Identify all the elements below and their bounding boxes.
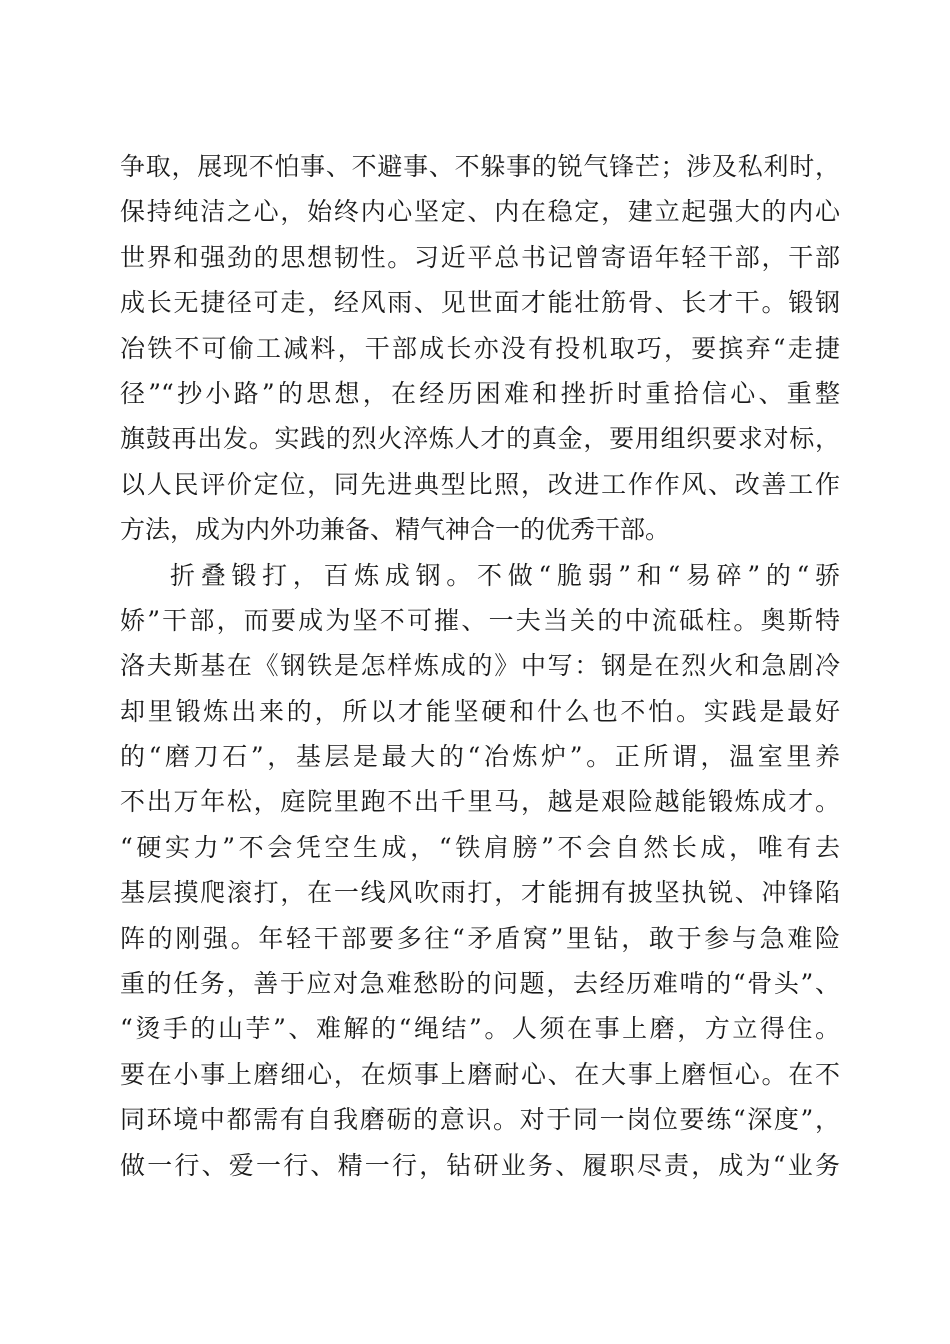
paragraph-line: 阵的刚强。年轻干部要多往“矛盾窝”里钻，敢于参与急难险 bbox=[120, 923, 840, 953]
paragraph-2 bbox=[120, 553, 840, 1188]
paragraph-1 bbox=[120, 144, 840, 553]
paragraph-line: 重的任务，善于应对急难愁盼的问题，去经历难啃的“骨头”、 bbox=[120, 969, 840, 999]
paragraph-line: 折叠锻打，百炼成钢。不做“脆弱”和“易碎”的“骄 bbox=[170, 560, 840, 590]
paragraph-line: 世界和强劲的思想韧性。习近平总书记曾寄语年轻干部，干部 bbox=[120, 242, 840, 272]
paragraph-line: 径”“抄小路”的思想，在经历困难和挫折时重拾信心、重整 bbox=[120, 378, 840, 408]
paragraph-line: 方法，成为内外功兼备、精气神合一的优秀干部。 bbox=[120, 515, 671, 545]
paragraph-line: 却里锻炼出来的，所以才能坚硬和什么也不怕。实践是最好 bbox=[120, 696, 840, 726]
paragraph-line: 基层摸爬滚打，在一线风吹雨打，才能拥有披坚执锐、冲锋陷 bbox=[120, 878, 840, 908]
paragraph-line: 做一行、爱一行、精一行，钻研业务、履职尽责，成为“业务 bbox=[120, 1150, 840, 1180]
paragraph-line: 以人民评价定位，同先进典型比照，改进工作作风、改善工作 bbox=[120, 469, 840, 499]
paragraph-line: 保持纯洁之心，始终内心坚定、内在稳定，建立起强大的内心 bbox=[120, 197, 840, 227]
paragraph-line: 不出万年松，庭院里跑不出千里马，越是艰险越能锻炼成才。 bbox=[120, 787, 840, 817]
paragraph-line: 的“磨刀石”，基层是最大的“冶炼炉”。正所谓，温室里养 bbox=[120, 742, 840, 772]
paragraph-line: 娇”干部，而要成为坚不可摧、一夫当关的中流砥柱。奥斯特 bbox=[120, 605, 840, 635]
paragraph-line: 争取，展现不怕事、不避事、不躲事的锐气锋芒；涉及私利时， bbox=[120, 152, 840, 181]
paragraph-line: “硬实力”不会凭空生成，“铁肩膀”不会自然长成，唯有去 bbox=[120, 832, 840, 862]
document-body bbox=[120, 144, 840, 1188]
paragraph-line: 要在小事上磨细心，在烦事上磨耐心、在大事上磨恒心。在不 bbox=[120, 1059, 840, 1089]
paragraph-line: 冶铁不可偷工减料，干部成长亦没有投机取巧，要摈弃“走捷 bbox=[120, 333, 840, 363]
paragraph-line: “烫手的山芋”、难解的“绳结”。人须在事上磨，方立得住。 bbox=[120, 1014, 840, 1044]
paragraph-line: 旗鼓再出发。实践的烈火淬炼人才的真金，要用组织要求对标， bbox=[120, 424, 840, 454]
paragraph-line: 成长无捷径可走，经风雨、见世面才能壮筋骨、长才干。锻钢 bbox=[120, 288, 840, 318]
paragraph-line: 同环境中都需有自我磨砺的意识。对于同一岗位要练“深度”， bbox=[120, 1105, 840, 1135]
paragraph-line: 洛夫斯基在《钢铁是怎样炼成的》中写：钢是在烈火和急剧冷 bbox=[120, 651, 840, 681]
